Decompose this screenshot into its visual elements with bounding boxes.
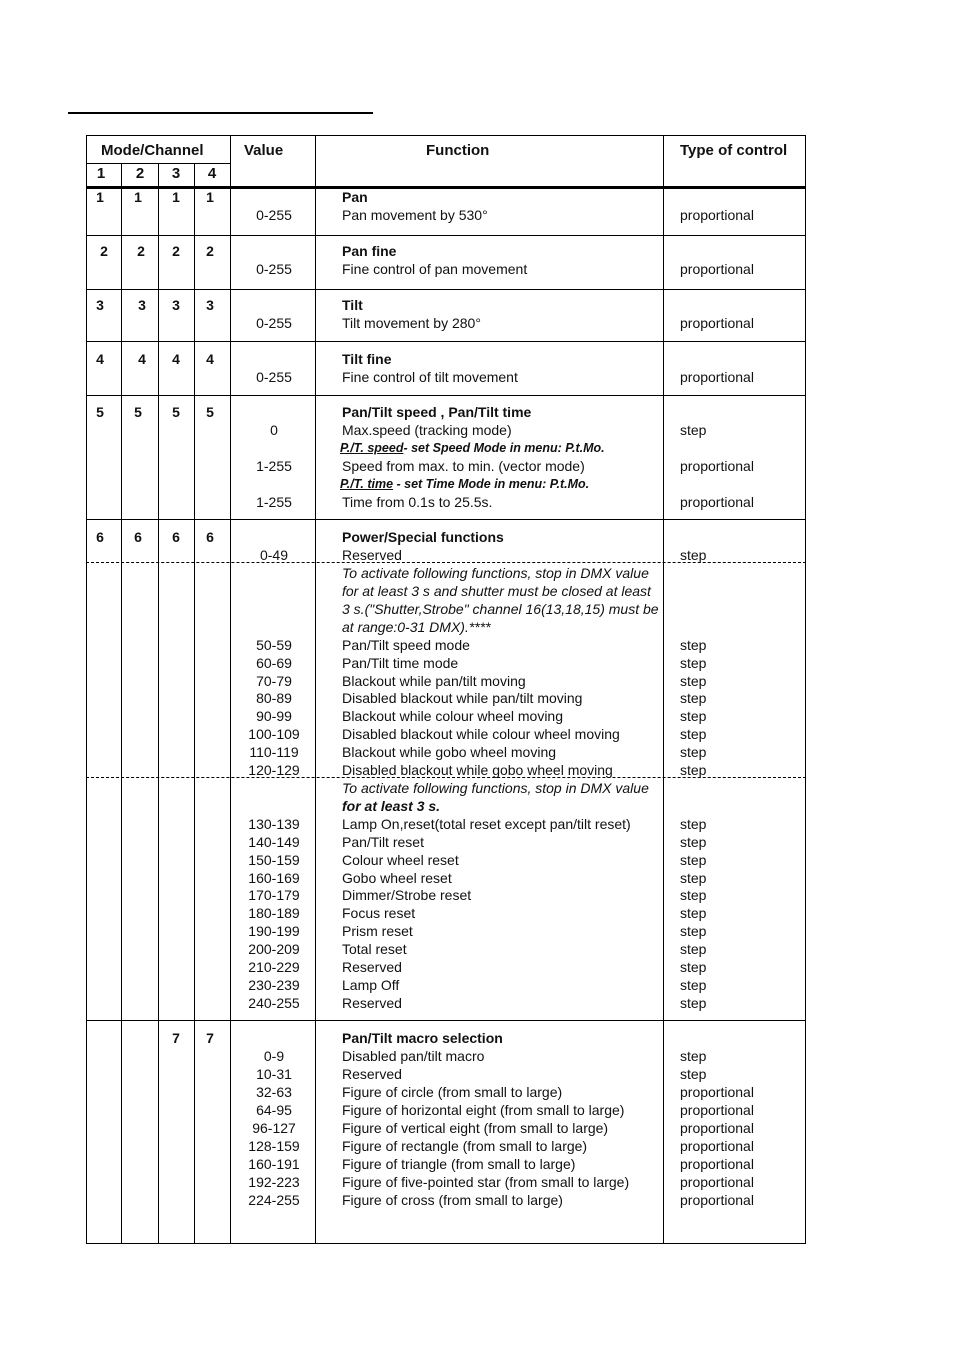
function-cell: Gobo wheel reset [342,870,452,886]
function-cell: Reserved [342,959,402,975]
col-divider [158,163,159,1244]
channel-number: 5 [134,404,142,420]
value-cell: 0-255 [256,261,292,277]
note-text: - set Speed Mode in menu: P.t.Mo. [403,441,605,455]
value-cell: 160-169 [248,870,300,886]
value-cell: 160-191 [248,1156,300,1172]
channel-number: 1 [172,189,180,205]
channel-number: 3 [206,297,214,313]
type-cell: proportional [680,261,754,277]
channel-number: 3 [172,297,180,313]
value-cell: 190-199 [248,923,300,939]
value-cell: 64-95 [256,1102,292,1118]
function-cell: Speed from max. to min. (vector mode) [342,458,585,474]
italic-note: To activate following functions, stop in DMX value [342,780,649,796]
channel-number: 2 [137,243,145,259]
type-cell: step [680,870,707,886]
type-cell: proportional [680,1174,754,1190]
channel-number: 5 [206,404,214,420]
value-cell: 110-119 [249,744,299,760]
channel-number: 2 [172,243,180,259]
value-cell: 210-229 [248,959,300,975]
value-cell: 128-159 [248,1138,300,1154]
title-underline [68,112,373,114]
type-cell: step [680,726,707,742]
type-cell: step [680,655,707,671]
row-divider [86,519,806,520]
value-cell: 10-31 [256,1066,292,1082]
value-cell: 150-159 [248,852,300,868]
type-cell: step [680,816,707,832]
channel-number: 1 [96,189,104,205]
row-divider [86,235,806,236]
value-cell: 200-209 [248,941,300,957]
section-title: Pan [342,189,368,205]
menu-note [340,439,605,457]
type-cell: proportional [680,369,754,385]
col-divider [663,135,664,1244]
type-cell: step [680,923,707,939]
function-cell: Max.speed (tracking mode) [342,422,512,438]
type-cell: step [680,977,707,993]
note-link: P./T. speed [340,441,404,455]
channel-number: 2 [100,243,108,259]
channel-number: 1 [134,189,142,205]
function-cell: Figure of cross (from small to large) [342,1192,563,1208]
function-cell: Figure of vertical eight (from small to large) [342,1120,609,1136]
menu-note [340,475,589,493]
value-cell: 96-127 [252,1120,296,1136]
section-title: Tilt fine [342,351,392,367]
value-cell: 0 [270,422,278,438]
function-cell: Figure of five-pointed star (from small to large) [342,1174,630,1190]
value-cell: 70-79 [256,673,292,689]
channel-number: 6 [172,529,180,545]
type-cell: step [680,673,707,689]
value-cell: 50-59 [256,637,292,653]
function-cell: Lamp Off [342,977,400,993]
type-cell: step [680,762,707,778]
channel-number: 5 [96,404,104,420]
col-divider [194,163,195,1244]
value-cell: 0-9 [263,1048,285,1064]
italic-note: 3 s.("Shutter,Strobe" channel 16(13,18,15) must be [342,601,659,617]
type-cell: proportional [680,207,754,223]
function-cell: Lamp On,reset(total reset except pan/tilt reset) [342,816,631,832]
channel-number: 3 [138,297,146,313]
function-cell: Reserved [342,1066,402,1082]
function-cell: Dimmer/Strobe reset [342,887,472,903]
row-divider [86,289,806,290]
type-cell: step [680,637,707,653]
function-cell: Disabled blackout while pan/tilt moving [342,690,583,706]
type-cell: step [680,941,707,957]
type-cell: step [680,852,707,868]
type-cell: proportional [680,494,754,510]
value-cell: 120-129 [248,762,300,778]
value-cell: 240-255 [248,995,300,1011]
type-cell: proportional [680,458,754,474]
type-cell: step [680,959,707,975]
function-cell: Pan movement by 530° [342,207,488,223]
type-cell: proportional [680,1120,754,1136]
type-cell: step [680,708,707,724]
note-text: - set Time Mode in menu: P.t.Mo. [393,477,590,491]
channel-number: 3 [96,297,104,313]
function-cell: Time from 0.1s to 25.5s. [342,494,493,510]
note-link: P./T. time [340,477,394,491]
value-cell: 192-223 [248,1174,300,1190]
function-cell: Total reset [342,941,407,957]
channel-number: 4 [206,351,214,367]
type-cell: step [680,744,707,760]
function-cell: Figure of triangle (from small to large) [342,1156,576,1172]
channel-number: 6 [134,529,142,545]
row-divider [86,341,806,342]
type-cell: step [680,1066,707,1082]
type-cell: step [680,887,707,903]
function-cell: Blackout while pan/tilt moving [342,673,526,689]
value-cell: 90-99 [256,708,292,724]
function-cell: Fine control of pan movement [342,261,528,277]
value-cell: 0-49 [259,547,289,563]
function-cell: Disabled blackout while gobo wheel moving [342,762,613,778]
mode-header-divider [86,163,230,164]
function-cell: Pan/Tilt time mode [342,655,459,671]
value-cell: 180-189 [248,905,300,921]
value-cell: 230-239 [248,977,300,993]
header-mode-2: 2 [135,165,145,182]
header-mode-channel: Mode/Channel [101,142,204,159]
type-cell: proportional [680,1156,754,1172]
function-cell: Fine control of tilt movement [342,369,518,385]
function-cell: Pan/Tilt speed mode [342,637,470,653]
value-cell: 1-255 [256,458,292,474]
italic-note: at range:0-31 DMX).**** [342,619,491,635]
channel-number: 1 [206,189,214,205]
col-divider [121,163,122,1244]
header-type-of-control: Type of control [680,142,788,159]
col-divider [230,135,231,1244]
header-mode-3: 3 [171,165,181,182]
channel-number: 4 [96,351,104,367]
type-cell: step [680,1048,707,1064]
section-title: Tilt [342,297,363,313]
type-cell: step [680,834,707,850]
channel-number: 6 [96,529,104,545]
italic-note: for at least 3 s. [342,798,441,814]
value-cell: 60-69 [256,655,292,671]
function-cell: Figure of circle (from small to large) [342,1084,563,1100]
channel-number: 5 [172,404,180,420]
channel-number: 7 [172,1030,180,1046]
header-mode-1: 1 [96,165,106,182]
row-divider [86,1020,806,1021]
value-cell: 224-255 [248,1192,300,1208]
section-title: Pan/Tilt speed , Pan/Tilt time [342,404,532,420]
type-cell: step [680,995,707,1011]
row-divider [86,395,806,396]
function-cell: Reserved [342,995,402,1011]
value-cell: 130-139 [248,816,300,832]
section-title: Pan/Tilt macro selection [342,1030,503,1046]
value-cell: 1-255 [256,494,292,510]
function-cell: Blackout while gobo wheel moving [342,744,557,760]
header-mode-4: 4 [207,165,217,182]
type-cell: step [680,422,707,438]
value-cell: 140-149 [248,834,300,850]
section-title: Power/Special functions [342,529,504,545]
channel-number: 6 [206,529,214,545]
function-cell: Blackout while colour wheel moving [342,708,563,724]
type-cell: proportional [680,1192,754,1208]
channel-number: 4 [172,351,180,367]
italic-note: To activate following functions, stop in DMX value [342,565,649,581]
type-cell: step [680,690,707,706]
value-cell: 32-63 [256,1084,292,1100]
section-title: Pan fine [342,243,397,259]
value-cell: 0-255 [256,315,292,331]
value-cell: 0-255 [256,207,292,223]
function-cell: Disabled pan/tilt macro [342,1048,485,1064]
function-cell: Prism reset [342,923,413,939]
function-cell: Tilt movement by 280° [342,315,481,331]
function-cell: Figure of rectangle (from small to large) [342,1138,588,1154]
header-function: Function [426,142,490,159]
header-value: Value [244,142,284,159]
type-cell: proportional [680,1084,754,1100]
function-cell: Pan/Tilt reset [342,834,424,850]
type-cell: proportional [680,1138,754,1154]
channel-number: 7 [206,1030,214,1046]
function-cell: Colour wheel reset [342,852,459,868]
channel-number: 2 [206,243,214,259]
value-cell: 80-89 [256,690,292,706]
italic-note: for at least 3 s and shutter must be closed at least [342,583,651,599]
function-cell: Disabled blackout while colour wheel moving [342,726,620,742]
type-cell: proportional [680,315,754,331]
value-cell: 100-109 [248,726,300,742]
type-cell: proportional [680,1102,754,1118]
function-cell: Focus reset [342,905,416,921]
value-cell: 170-179 [248,887,300,903]
type-cell: step [680,905,707,921]
type-cell: step [680,547,707,563]
value-cell: 0-255 [256,369,292,385]
channel-number: 4 [138,351,146,367]
function-cell: Figure of horizontal eight (from small to large) [342,1102,625,1118]
header-bottom-rule [86,186,806,189]
function-cell: Reserved [342,547,402,563]
